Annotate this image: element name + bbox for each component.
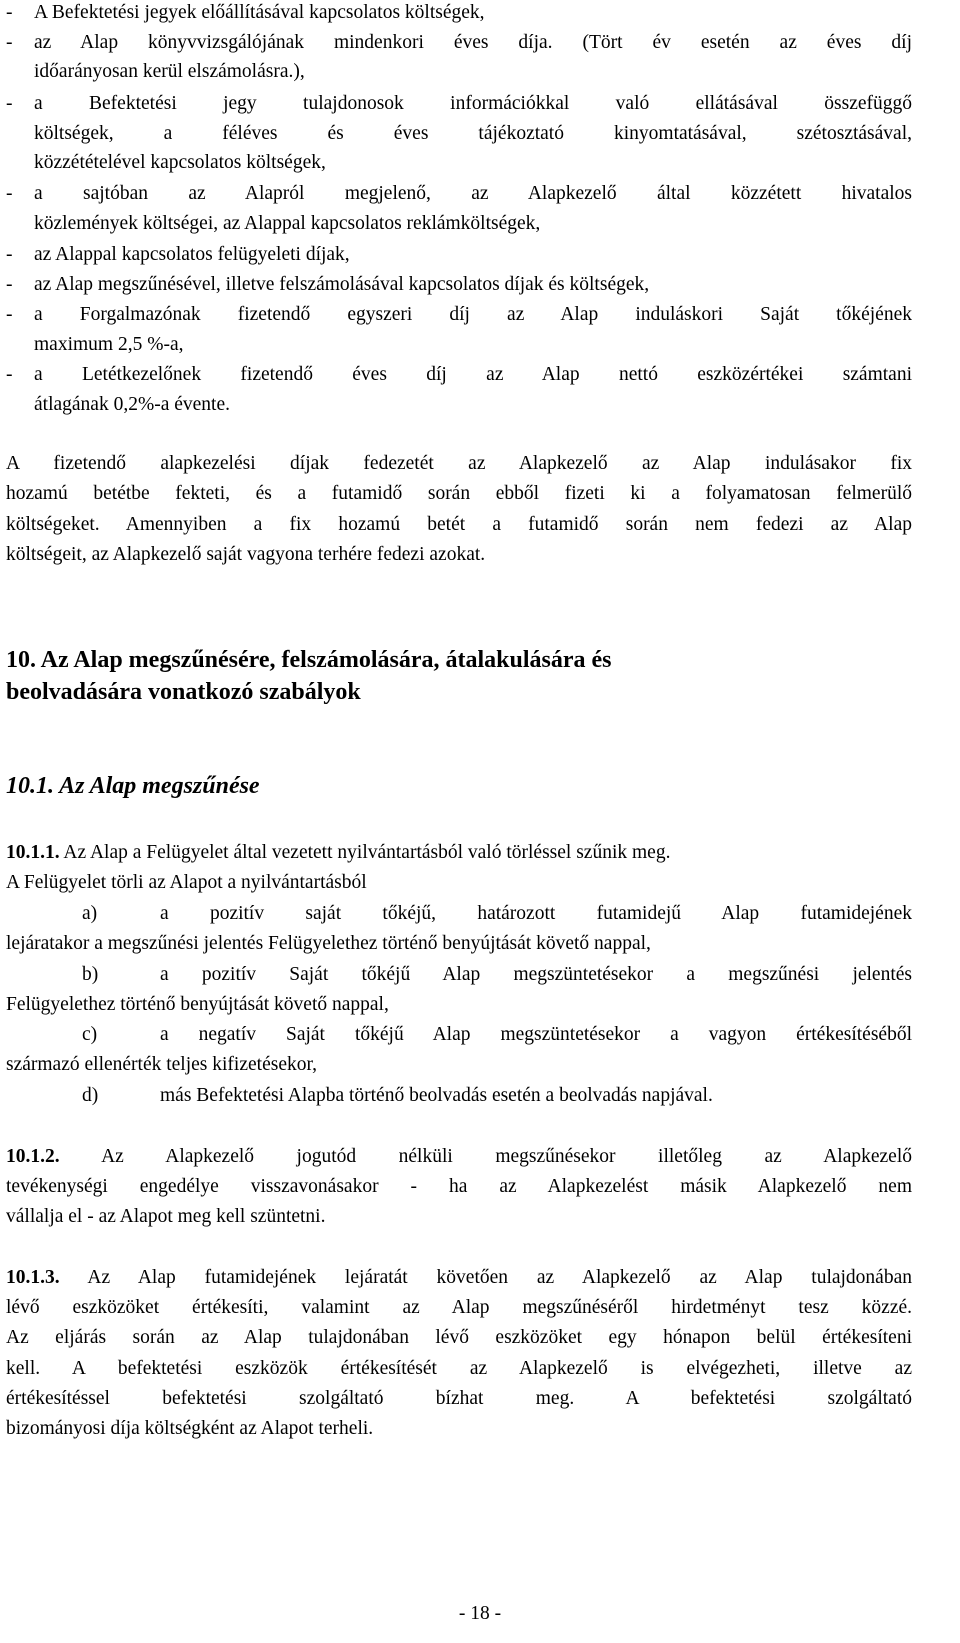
paragraph-line: A Felügyelet törli az Alapot a nyilvántartásból <box>6 872 367 893</box>
list-item: a Befektetési jegy tulajdonosok információkkal való ellátásával összefüggő <box>34 93 912 114</box>
case-text-cont: Felügyelethez történő benyújtását követő nappal, <box>6 994 389 1015</box>
paragraph-line: kell. A befektetési eszközök értékesítését az Alapkezelő is elvégezheti, illetve az <box>6 1358 912 1379</box>
paragraph-line <box>6 840 670 866</box>
list-dash: - <box>6 364 13 385</box>
paragraph-line: költségeit, az Alapkezelő saját vagyona terhére fedezi azokat. <box>6 544 486 565</box>
list-item: A Befektetési jegyek előállításával kapcsolatos költségek, <box>34 2 485 23</box>
paragraph-line: értékesítéssel befektetési szolgáltató bízhat meg. A befektetési szolgáltató <box>6 1388 912 1409</box>
paragraph-line: vállalja el - az Alapot meg kell szüntetni. <box>6 1206 326 1227</box>
list-item: az Alappal kapcsolatos felügyeleti díjak, <box>34 244 350 265</box>
list-dash: - <box>6 274 13 295</box>
list-item: a sajtóban az Alapról megjelenő, az Alapkezelő által közzétett hivatalos <box>34 183 912 204</box>
case-text: a pozitív saját tőkéjű, határozott futamidejű Alap futamidejének <box>160 903 912 924</box>
paragraph-text: Az Alapkezelő jogutód nélküli megszűnésekor illetőleg az Alapkezelő <box>59 1146 912 1167</box>
list-dash: - <box>6 304 13 325</box>
list-dash: - <box>6 183 13 204</box>
list-item-cont: közlemények költségei, az Alappal kapcsolatos reklámköltségek, <box>34 213 541 234</box>
paragraph-text: Az Alap futamidejének lejáratát követően az Alapkezelő az Alap tulajdonában <box>59 1267 912 1288</box>
paragraph-line: A fizetendő alapkezelési díjak fedezetét az Alapkezelő az Alap indulásakor fix <box>6 453 912 474</box>
list-item-cont: maximum 2,5 %-a, <box>34 334 184 355</box>
paragraph-line: bizományosi díja költségként az Alapot terheli. <box>6 1418 374 1439</box>
subsection-heading: 10.1. Az Alap megszűnése <box>6 773 260 799</box>
list-item: a Letétkezelőnek fizetendő éves díj az Alap nettó eszközértékei számtani <box>34 364 912 385</box>
list-item-cont: közzétételével kapcsolatos költségek, <box>34 152 326 173</box>
case-label: c) <box>82 1024 98 1045</box>
paragraph-text: Az Alap a Felügyelet által vezetett nyilvántartásból való törléssel szűnik meg. <box>59 842 671 863</box>
paragraph-line: tevékenységi engedélye visszavonásakor - ha az Alapkezelést másik Alapkezelő nem <box>6 1176 912 1197</box>
section-heading-line: 10. Az Alap megszűnésére, felszámolására, átalakulására és <box>6 647 612 673</box>
paragraph-line: hozamú betétbe fekteti, és a futamidő során ebből fizeti ki a folyamatosan felmerülő <box>6 483 912 504</box>
paragraph-number: 10.1.1. <box>6 842 60 863</box>
list-dash: - <box>6 93 13 114</box>
case-text: a pozitív Saját tőkéjű Alap megszüntetésekor a megszűnési jelentés <box>160 964 912 985</box>
list-dash: - <box>6 2 13 23</box>
list-dash: - <box>6 244 13 265</box>
case-label: a) <box>82 903 98 924</box>
case-text-cont: lejáratakor a megszűnési jelentés Felügyelethez történő benyújtását követő nappal, <box>6 933 651 954</box>
case-label: d) <box>82 1085 99 1106</box>
case-label: b) <box>82 964 99 985</box>
paragraph-number: 10.1.3. <box>6 1267 60 1288</box>
paragraph-line: Az eljárás során az Alap tulajdonában lévő eszközöket egy hónapon belül értékesíteni <box>6 1327 912 1348</box>
list-item: az Alap könyvvizsgálójának mindenkori éves díja. (Tört év esetén az éves díj <box>34 32 912 53</box>
paragraph-line <box>6 1144 912 1170</box>
case-text-cont: származó ellenérték teljes kifizetésekor, <box>6 1054 318 1075</box>
page-number: - 18 - <box>458 1603 502 1624</box>
list-dash: - <box>6 32 13 53</box>
case-text: a negatív Saját tőkéjű Alap megszüntetésekor a vagyon értékesítéséből <box>160 1024 912 1045</box>
list-item-cont: költségek, a féléves és éves tájékoztató kinyomtatásával, szétosztásával, <box>34 123 912 144</box>
list-item-cont: időarányosan kerül elszámolásra.), <box>34 61 305 82</box>
case-text: más Befektetési Alapba történő beolvadás esetén a beolvadás napjával. <box>160 1085 713 1106</box>
paragraph-line: költségeket. Amennyiben a fix hozamú betét a futamidő során nem fedezi az Alap <box>6 514 912 535</box>
paragraph-line <box>6 1265 912 1291</box>
list-item: a Forgalmazónak fizetendő egyszeri díj az Alap induláskori Saját tőkéjének <box>34 304 912 325</box>
paragraph-line: lévő eszközöket értékesíti, valamint az Alap megszűnéséről hirdetményt tesz közzé. <box>6 1297 912 1318</box>
list-item-cont: átlagának 0,2%-a évente. <box>34 394 230 415</box>
paragraph-number: 10.1.2. <box>6 1146 60 1167</box>
section-heading-line: beolvadására vonatkozó szabályok <box>6 679 361 705</box>
list-item: az Alap megszűnésével, illetve felszámolásával kapcsolatos díjak és költségek, <box>34 274 650 295</box>
